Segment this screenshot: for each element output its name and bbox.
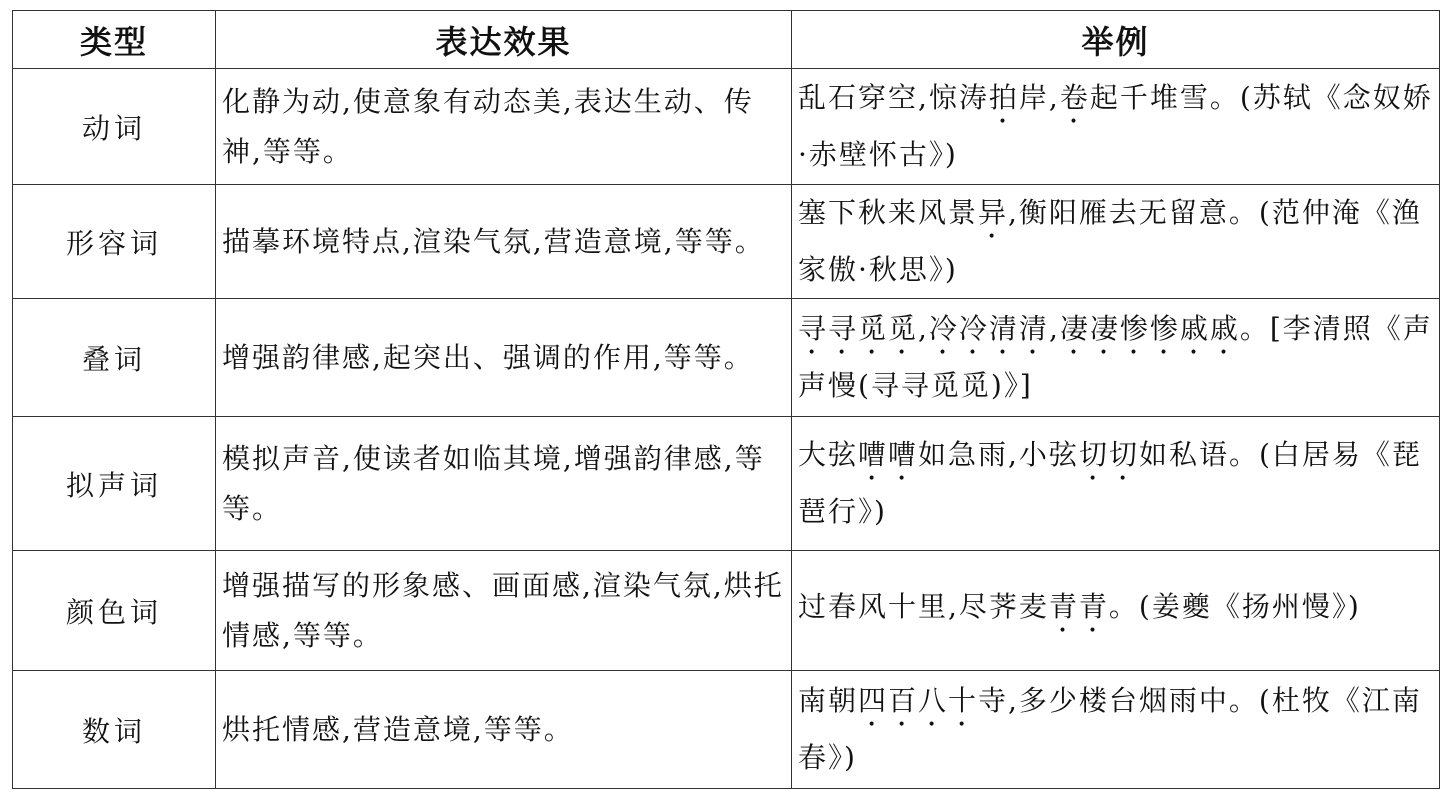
example-cell <box>792 69 1440 185</box>
example-text: 大弦 <box>798 438 859 471</box>
header-row <box>13 11 1440 69</box>
emphasized-word: 卷 <box>1059 81 1090 114</box>
header-example: 举例 <box>792 11 1440 69</box>
type-cell: 颜色词 <box>13 551 216 671</box>
example-text: 南朝 <box>798 684 859 717</box>
table-row-reduplicated <box>13 299 1440 417</box>
emphasized-word: 冷冷清清 <box>928 312 1049 345</box>
example-text: , <box>1048 312 1060 345</box>
example-cell <box>792 417 1440 551</box>
type-cell: 数词 <box>13 671 216 789</box>
emphasized-word: 青青 <box>1048 590 1109 623</box>
example-text: 过春风十里,尽荠麦 <box>798 590 1049 623</box>
example-text: 塞下秋来风景 <box>798 196 979 229</box>
example-cell <box>792 551 1440 671</box>
type-cell: 叠词 <box>13 299 216 417</box>
word-type-table <box>12 10 1440 789</box>
example-text: 寺,多少楼台烟雨中。(杜牧《江南春》) <box>798 684 1422 774</box>
effect-cell: 烘托情感,营造意境,等等。 <box>216 671 792 789</box>
type-cell: 动词 <box>13 69 216 185</box>
example-text: 乱石穿空,惊涛 <box>798 81 989 114</box>
effect-cell: 化静为动,使意象有动态美,表达生动、传神,等等。 <box>216 69 792 185</box>
example-text: 如私语。(白居易《琵琶行》) <box>798 438 1422 528</box>
effect-cell: 增强描写的形象感、画面感,渲染气氛,烘托情感,等等。 <box>216 551 792 671</box>
emphasized-word: 切切 <box>1078 438 1139 471</box>
table-row-verb <box>13 69 1440 185</box>
table-row-onomatopoeia <box>13 417 1440 551</box>
effect-cell: 增强韵律感,起突出、强调的作用,等等。 <box>216 299 792 417</box>
table-row-adjective <box>13 185 1440 299</box>
example-cell <box>792 671 1440 789</box>
emphasized-word: 凄凄惨惨戚戚 <box>1059 312 1240 345</box>
emphasized-word: 寻寻觅觅 <box>798 312 919 345</box>
type-cell: 拟声词 <box>13 417 216 551</box>
example-text: ,衡阳雁去无留意。(范仲淹《渔家傲·秋思》) <box>798 196 1422 286</box>
example-text: 。(姜夔《扬州慢》) <box>1108 590 1361 623</box>
table-row-numeral <box>13 671 1440 789</box>
emphasized-word: 拍 <box>988 81 1019 114</box>
header-type: 类型 <box>13 11 216 69</box>
emphasized-word: 四百八十 <box>858 684 979 717</box>
emphasized-word: 嘈嘈 <box>858 438 919 471</box>
emphasized-word: 异 <box>978 196 1009 229</box>
example-text: 。[李清照《声声慢(寻寻觅觅)》] <box>798 312 1433 402</box>
example-text: , <box>918 312 929 345</box>
example-text: 起千堆雪。(苏轼《念奴娇·赤壁怀古》) <box>798 81 1433 171</box>
example-text: 如急雨,小弦 <box>918 438 1079 471</box>
table-row-color <box>13 551 1440 671</box>
type-cell: 形容词 <box>13 185 216 299</box>
example-text: 岸, <box>1018 81 1060 114</box>
example-cell <box>792 299 1440 417</box>
example-cell <box>792 185 1440 299</box>
effect-cell: 描摹环境特点,渲染气氛,营造意境,等等。 <box>216 185 792 299</box>
header-effect: 表达效果 <box>216 11 792 69</box>
effect-cell: 模拟声音,使读者如临其境,增强韵律感,等等。 <box>216 417 792 551</box>
